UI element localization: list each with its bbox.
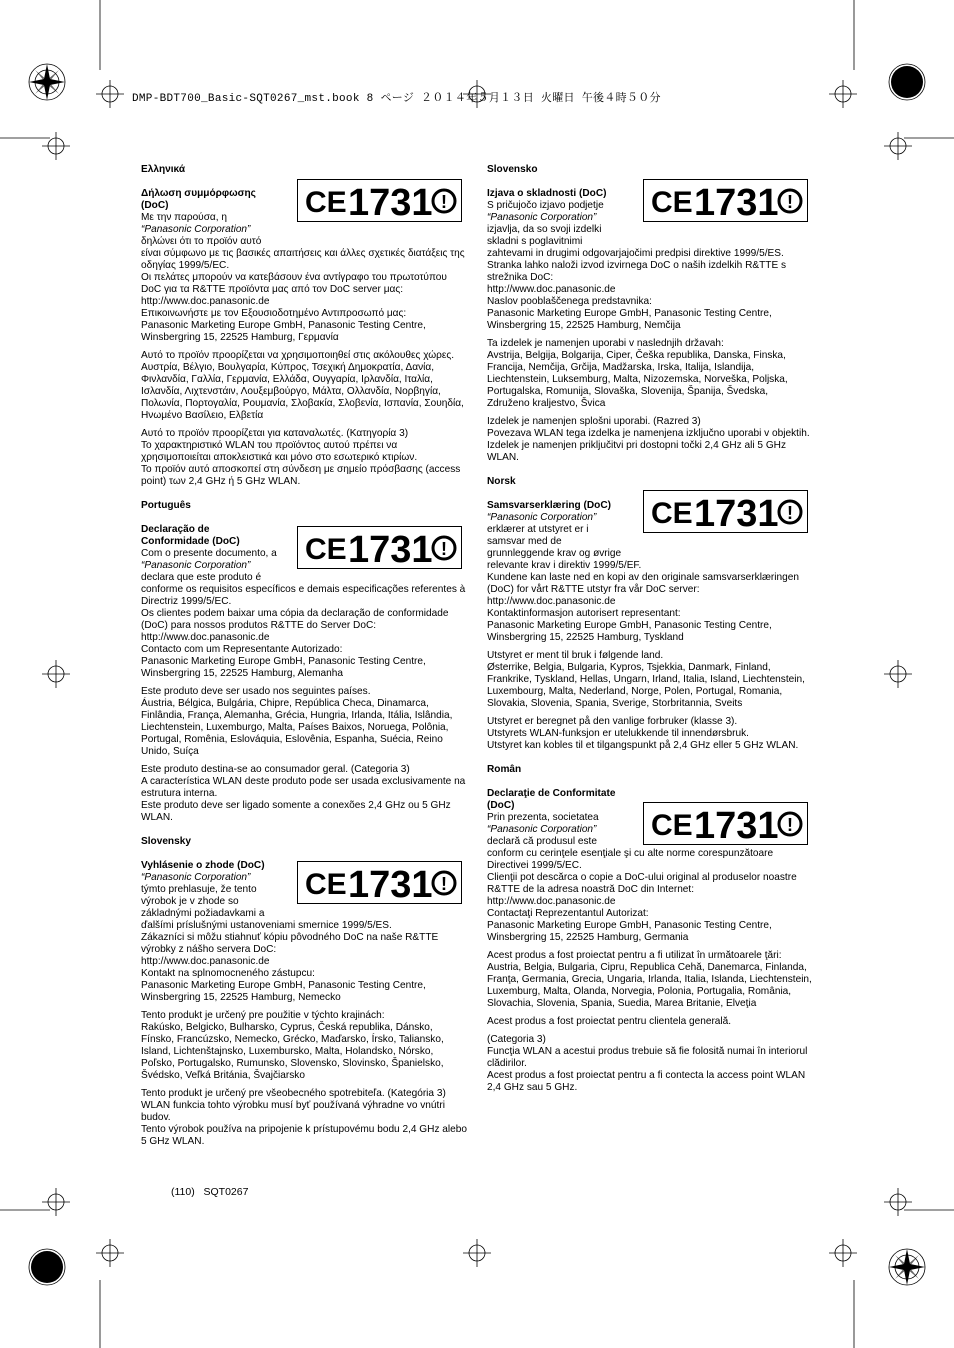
- document-code: SQT0267: [203, 1186, 249, 1198]
- address-greek: Panasonic Marketing Europe GmbH, Panasonic Testing Centre, Winsbergring 15, 22525 Hamburg, Γερμανία: [141, 320, 426, 343]
- para-norwegian-9: Utstyrets WLAN-funksjon er utelukkende til innendørsbruk.: [487, 728, 749, 739]
- para-slovenian-2: Stranka lahko naloži izvod izvirnega DoC o naših izdelkih R&TTE s strežnika DoC:: [487, 260, 787, 283]
- doc-title-greek-2: (DoC): [141, 200, 169, 211]
- para-greek-6: Αυτό το προϊόν προορίζεται να χρησιμοποιηθεί στις ακόλουθες χώρες.: [141, 350, 455, 361]
- page-number: (110): [171, 1186, 195, 1198]
- section-slovenian: [487, 164, 813, 464]
- para-romanian-9: (Categoria 3): [487, 1034, 546, 1045]
- doc-url-romanian: http://www.doc.panasonic.de: [487, 896, 616, 907]
- svg-text:!: !: [787, 503, 793, 523]
- para-romanian-11: Acest produs a fost proiectat pentru a fi contecta la access point WLAN 2,4 GHz sau 5 GHz.: [487, 1070, 806, 1093]
- svg-text:1731: 1731: [348, 529, 433, 568]
- doc-title-slovak: Vyhlásenie o zhode (DoC): [141, 860, 265, 871]
- lang-heading-slovak: Slovensky: [141, 836, 191, 847]
- para-greek-10: Το προϊόν αυτό αποσκοπεί στη σύνδεση με σημείο πρόσβασης (access point) των 2,4 GHz ή 5 GHz WLAN.: [141, 464, 461, 487]
- lang-heading-romanian: Român: [487, 764, 522, 775]
- book-header: DMP-BDT700_Basic-SQT0267_mst.book 8 ページ ２０１４年５月１３日 火曜日 午後４時５０分: [132, 93, 661, 105]
- section-portuguese: [141, 500, 467, 824]
- para-slovak-9: WLAN funkcia tohto výrobku musí byť používaná výhradne vo vnútri budov.: [141, 1100, 445, 1123]
- para-greek-1: είναι σύμφωνο με τις βασικές απαιτήσεις και άλλες σχετικές διατάξεις της οδηγίας 1999/5/EC.: [141, 248, 465, 271]
- intro-portuguese-3: declara que este produto é: [141, 572, 262, 583]
- doc-url-greek: http://www.doc.panasonic.de: [141, 296, 270, 307]
- crosshair-bottom-left: [96, 1239, 124, 1267]
- intro-greek-3: δηλώνει ότι το προϊόν αυτό: [141, 236, 262, 247]
- para-greek-4: Επικοινωνήστε με τον Εξουσιοδοτημένο Αντιπροσωπό μας:: [141, 308, 407, 319]
- para-greek-8: Αυτό το προϊόν προορίζεται για καταναλωτές. (Κατηγορία 3): [141, 428, 409, 439]
- para-portuguese-10: Este produto deve ser ligado somente a conexões 2,4 GHz ou 5 GHz WLAN.: [141, 800, 451, 823]
- para-slovak-6: Tento produkt je určený pre použitie v týchto krajinách:: [141, 1010, 385, 1021]
- para-portuguese-1: conforme os requisitos específicos e demais especificações referentes à Directriz 1999/5/EC.: [141, 584, 466, 607]
- doc-url-portuguese: http://www.doc.panasonic.de: [141, 632, 270, 643]
- crosshair-top-right: [829, 80, 857, 108]
- intro-greek-2: “Panasonic Corporation”: [141, 224, 251, 235]
- svg-text:1731: 1731: [694, 182, 779, 221]
- doc-url-slovak: http://www.doc.panasonic.de: [141, 956, 270, 967]
- crosshair-bottom-center: [463, 1239, 491, 1267]
- intro-slovenian-4: skladni s poglavitnimi: [487, 236, 583, 247]
- para-romanian-10: Funcţia WLAN a acestui produs trebuie să fie folosită numai în interiorul clădirilor.: [487, 1046, 808, 1069]
- intro-portuguese-2: “Panasonic Corporation”: [141, 560, 251, 571]
- doc-url-slovenian: http://www.doc.panasonic.de: [487, 284, 616, 295]
- section-greek: [141, 164, 467, 488]
- lang-heading-slovenian: Slovensko: [487, 164, 538, 175]
- crosshair-right-bottom: [884, 1188, 912, 1216]
- lang-heading-greek: Ελληνικά: [141, 164, 186, 175]
- para-romanian-4: Contactaţi Reprezentantul Autorizat:: [487, 908, 649, 919]
- svg-text:CE: CE: [651, 809, 693, 842]
- intro-slovak-4: základnými požiadavkami a: [141, 908, 265, 919]
- address-norwegian: Panasonic Marketing Europe GmbH, Panasonic Testing Centre, Winsbergring 15, 22525 Hamburg, Tyskland: [487, 620, 772, 643]
- doc-title-romanian-2: (DoC): [487, 800, 515, 811]
- intro-norwegian-1: “Panasonic Corporation”: [487, 512, 597, 523]
- para-portuguese-9: A característica WLAN deste produto pode ser usada exclusivamente na estrutura interna.: [141, 776, 466, 799]
- crosshair-right-mid: [884, 660, 912, 688]
- svg-text:!: !: [441, 539, 447, 559]
- svg-text:!: !: [787, 192, 793, 212]
- svg-text:CE: CE: [651, 497, 693, 530]
- para-romanian-8: Acest produs a fost proiectat pentru clientela generală.: [487, 1016, 732, 1027]
- para-norwegian-1: relevante krav i direktiv 1999/5/EF.: [487, 560, 642, 571]
- para-slovak-10: Tento výrobok používa na pripojenie k prístupovému bodu 2,4 GHz alebo 5 GHz WLAN.: [141, 1124, 468, 1147]
- para-romanian-1: conform cu cerinţele esenţiale şi cu alte norme corespunzătoare Directivei 1999/5/EC.: [487, 848, 774, 871]
- doc-title-portuguese-2: Conformidade (DoC): [141, 536, 240, 547]
- para-portuguese-4: Contacto com um Representante Autorizado:: [141, 644, 343, 655]
- doc-title-norwegian: Samsvarserklæring (DoC): [487, 500, 611, 511]
- intro-slovak-1: “Panasonic Corporation”: [141, 872, 251, 883]
- countries-norwegian: Østerrike, Belgia, Bulgaria, Kypros, Tsjekkia, Danmark, Finland, Frankrike, Tyskland, Hellas, Ungarn, Irland, Italia, Island, Liechtenstein, Luxembourg, Malta, Nederland, Norge, Polen, Portugal, Romania, Slovakia, Slovenia, Spania, Sverige, Storbritannia, Sveits: [487, 662, 805, 709]
- intro-norwegian-3: samsvar med de: [487, 536, 562, 547]
- intro-portuguese-1: Com o presente documento, a: [141, 548, 277, 559]
- para-greek-2: Οι πελάτες μπορούν να κατεβάσουν ένα αντίγραφο του πρωτοτύπου DoC για τα R&TTE προϊόντα μας από τον DoC server μας:: [141, 272, 447, 295]
- para-romanian-6: Acest produs a fost proiectat pentru a fi utilizat în următoarele ţări:: [487, 950, 782, 961]
- crosshair-left-top: [42, 132, 70, 160]
- svg-text:1731: 1731: [694, 493, 779, 532]
- para-slovenian-6: Ta izdelek je namenjen uporabi v naslednjih državah:: [487, 338, 724, 349]
- address-slovenian: Panasonic Marketing Europe GmbH, Panasonic Testing Centre, Winsbergring 15, 22525 Hamburg, Nemčija: [487, 308, 772, 331]
- para-slovenian-10: Izdelek je namenjen priključitvi pri dostopni točki 2,4 GHz ali 5 GHz WLAN.: [487, 440, 787, 463]
- intro-slovak-2: týmto prehlasuje, že tento: [141, 884, 257, 895]
- countries-slovak: Rakúsko, Belgicko, Bulharsko, Cyprus, Česká republika, Dánsko, Fínsko, Francúzsko, Nemecko, Grécko, Maďarsko, Írsko, Taliansko, Island, Lichtenštajnsko, Luxembursko, Malta, Holandsko, Nórsko, Poľsko, Portugalsko, Rumunsko, Slovensko, Slovinsko, Španielsko, Švédsko, Veľká Británia, Švajčiarsko: [141, 1022, 444, 1081]
- para-slovak-4: Kontakt na splnomocneného zástupcu:: [141, 968, 315, 979]
- para-slovenian-9: Povezava WLAN tega izdelka je namenjena izključno uporabi v objektih.: [487, 428, 810, 439]
- svg-text:1731: 1731: [348, 864, 433, 903]
- intro-norwegian-4: grunnleggende krav og øvrige: [487, 548, 622, 559]
- intro-romanian-3: declară că produsul este: [487, 836, 597, 847]
- para-portuguese-8: Este produto destina-se ao consumador geral. (Categoria 3): [141, 764, 410, 775]
- section-slovak: [141, 836, 467, 1148]
- para-portuguese-2: Os clientes podem baixar uma cópia da declaração de conformidade (DoC) para nossos produtos R&TTE do Server DoC:: [141, 608, 449, 631]
- intro-greek-1: Με την παρούσα, η: [141, 212, 227, 223]
- doc-url-norwegian: http://www.doc.panasonic.de: [487, 596, 616, 607]
- para-slovenian-8: Izdelek je namenjen splošni uporabi. (Razred 3): [487, 416, 701, 427]
- left-column: [141, 164, 467, 1160]
- doc-title-romanian-1: Declaraţie de Conformitate: [487, 788, 616, 799]
- crosshair-left-mid: [42, 660, 70, 688]
- svg-text:!: !: [787, 815, 793, 835]
- para-portuguese-6: Este produto deve ser usado nos seguintes países.: [141, 686, 371, 697]
- svg-text:1731: 1731: [694, 805, 779, 844]
- para-slovenian-4: Naslov pooblaščenega predstavnika:: [487, 296, 652, 307]
- para-slovenian-1: zahtevami in drugimi odgovarjajočimi predpisi direktive 1999/5/ES.: [487, 248, 784, 259]
- para-slovak-8: Tento produkt je určený pre všeobecného spotrebiteľa. (Kategória 3): [141, 1088, 446, 1099]
- para-slovak-2: Zákazníci si môžu stiahnuť kópiu pôvodného DoC na naše R&TTE výrobky z nášho servera DoC:: [141, 932, 439, 955]
- para-greek-9: Το χαρακτηριστικό WLAN του προϊόντος αυτού πρέπει να χρησιμοποιείται αποκλειστικά και μόνο στο εσωτερικό κτιρίων.: [141, 440, 418, 463]
- intro-norwegian-2: erklærer at utstyret er i: [487, 524, 589, 535]
- svg-text:!: !: [441, 192, 447, 212]
- crosshair-left-bottom: [42, 1188, 70, 1216]
- intro-romanian-1: Prin prezenta, societatea: [487, 812, 599, 823]
- section-norwegian: [487, 476, 813, 752]
- svg-text:CE: CE: [305, 868, 347, 901]
- para-romanian-2: Clienţii pot descărca o copie a DoC-ului original al produselor noastre R&TTE de la adresa noastră DoC din Internet:: [487, 872, 797, 895]
- countries-portuguese: Áustria, Bélgica, Bulgária, Chipre, República Checa, Dinamarca, Finlândia, França, Alemanha, Grécia, Hungria, Irlanda, Itália, Islândia, Liechtenstein, Luxemburgo, Malta, Países Baixos, Noruega, Polônia, Portugal, Romênia, Eslováquia, Eslovênia, Espanha, Suécia, Reino Unido, Suíça: [141, 698, 453, 757]
- right-column: [487, 164, 813, 1106]
- intro-romanian-2: “Panasonic Corporation”: [487, 824, 597, 835]
- svg-text:CE: CE: [305, 533, 347, 566]
- para-norwegian-10: Utstyret kan kobles til et tilgangspunkt på 2,4 GHz eller 5 GHz WLAN.: [487, 740, 799, 751]
- svg-text:!: !: [441, 874, 447, 894]
- crosshair-right-top: [884, 132, 912, 160]
- countries-slovenian: Avstrija, Belgija, Bolgarija, Ciper, Češka republika, Danska, Finska, Francija, Nemčija, Grčija, Madžarska, Irska, Italija, Islandija, Liechtenstein, Luksemburg, Malta, Nizozemska, Norveška, Poljska, Portugalska, Romunija, Slovaška, Slovenija, Španija, Švedska, Združeno kraljestvo, Švica: [487, 350, 788, 409]
- address-romanian: Panasonic Marketing Europe GmbH, Panasonic Testing Centre, Winsbergring 15, 22525 Hamburg, Germania: [487, 920, 772, 943]
- intro-slovenian-2: “Panasonic Corporation”: [487, 212, 597, 223]
- page-footer: [171, 1186, 248, 1198]
- address-portuguese: Panasonic Marketing Europe GmbH, Panasonic Testing Centre, Winsbergring 15, 22525 Hamburg, Alemanha: [141, 656, 426, 679]
- section-romanian: [487, 764, 813, 1094]
- para-norwegian-4: Kontaktinformasjon autorisert representant:: [487, 608, 681, 619]
- intro-slovenian-3: izjavlja, da so svoji izdelki: [487, 224, 602, 235]
- para-norwegian-2: Kundene kan laste ned en kopi av den originale samsvarserklæringen (DoC) for vårt R&TTE utstyr fra vår DoC server:: [487, 572, 799, 595]
- doc-title-portuguese-1: Declaração de: [141, 524, 210, 535]
- para-norwegian-8: Utstyret er beregnet på den vanlige forbruker (klasse 3).: [487, 716, 738, 727]
- crosshair-top-left: [96, 80, 124, 108]
- para-norwegian-6: Utstyret er ment til bruk i følgende land.: [487, 650, 664, 661]
- svg-text:1731: 1731: [348, 182, 433, 221]
- doc-title-greek-1: Δήλωση συμμόρφωσης: [141, 188, 256, 199]
- svg-text:CE: CE: [651, 186, 693, 219]
- para-slovak-1: ďalšími príslušnými ustanoveniami smernice 1999/5/ES.: [141, 920, 392, 931]
- intro-slovak-3: výrobok je v zhode so: [141, 896, 239, 907]
- lang-heading-portuguese: Português: [141, 500, 191, 511]
- countries-greek: Αυστρία, Βέλγιο, Βουλγαρία, Κύπρος, Τσεχική Δημοκρατία, Δανία, Φινλανδία, Γαλλία, Γερμανία, Ελλάδα, Ουγγαρία, Ιρλανδία, Ιταλία, Ισλανδία, Λιχτενστάιν, Λουξεμβούργο, Μάλτα, Ολλανδία, Νορβηγία, Πολωνία, Πορτογαλία, Ρουμανία, Σλοβακία, Σλοβενία, Ισπανία, Σουηδία, Ηνωμένο Βασίλειο, Ελβετία: [141, 362, 464, 421]
- crosshair-bottom-right: [829, 1239, 857, 1267]
- address-slovak: Panasonic Marketing Europe GmbH, Panasonic Testing Centre, Winsbergring 15, 22525 Hamburg, Nemecko: [141, 980, 426, 1003]
- doc-title-slovenian: Izjava o skladnosti (DoC): [487, 188, 607, 199]
- lang-heading-norwegian: Norsk: [487, 476, 516, 487]
- countries-romanian: Austria, Belgia, Bulgaria, Cipru, Republica Cehă, Danemarca, Finlanda, Franţa, Germania, Grecia, Ungaria, Irlanda, Italia, Islanda, Liechtenstein, Luxemburg, Malta, Olanda, Norvegia, Polonia, Portugalia, România, Slovachia, Slovenia, Spania, Suedia, Marea Britanie, Elveţia: [487, 962, 812, 1009]
- svg-text:CE: CE: [305, 186, 347, 219]
- intro-slovenian-1: S pričujočo izjavo podjetje: [487, 200, 604, 211]
